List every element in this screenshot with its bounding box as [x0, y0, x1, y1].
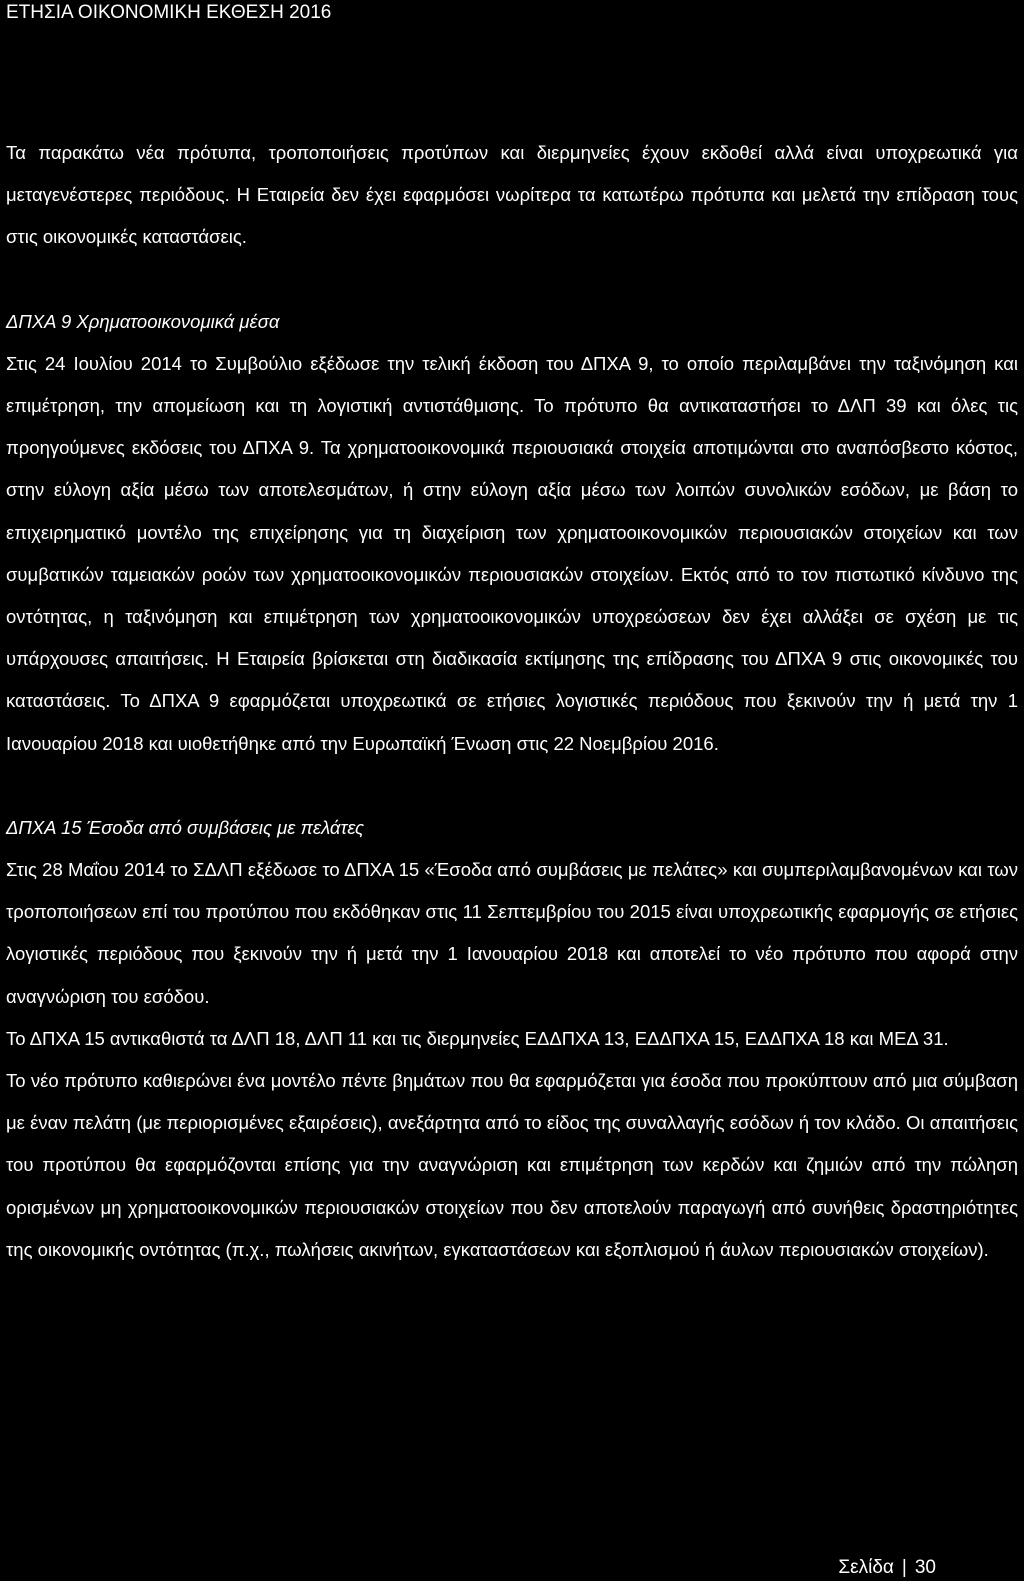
section-paragraph: Το ΔΠΧΑ 15 αντικαθιστά τα ΔΛΠ 18, ΔΛΠ 11 και τις διερμηνείες ΕΔΔΠΧΑ 13, ΕΔΔΠΧΑ 15, ΕΔΔΠΧΑ 18 και ΜΕΔ 31.	[6, 1027, 949, 1049]
section-ifrs15	[6, 807, 1018, 1271]
section-heading: ΔΠΧΑ 9 Χρηματοοικονομικά μέσα	[6, 310, 280, 332]
page-label: Σελίδα	[838, 1557, 894, 1578]
section-ifrs9	[6, 301, 1018, 765]
section-paragraph: Στις 24 Ιουλίου 2014 το Συμβούλιο εξέδωσε την τελική έκδοση του ΔΠΧΑ 9, το οποίο περιλαμβάνει την ταξινόμηση και επιμέτρηση, την απομείωση και τη λογιστική αντιστάθμισης. Το πρότυπο θα αντικαταστήσει το ΔΛΠ 39 και όλες τις προηγούμενες εκδόσεις του ΔΠΧΑ 9. Τα χρηματοοικονομικά περιουσιακά στοιχεία αποτιμώνται στο αναπόσβεστο κόστος, στην εύλογη αξία μέσω των αποτελεσμάτων, ή στην εύλογη αξία μέσω των λοιπών συνολικών εσόδων, με βάση το επιχειρηματικό μοντέλο της επιχείρησης για τη διαχείριση των χρηματοοικονομικών περιουσιακών στοιχείων και των συμβατικών ταμειακών ροών των χρηματοοικονομικών περιουσιακών στοιχείων. Εκτός από το τον πιστωτικό κίνδυνο της οντότητας, η ταξινόμηση και επιμέτρηση των χρηματοοικονομικών υποχρεώσεων δεν έχει αλλάξει σε σχέση με τις υπάρχουσες απαιτήσεις. Η Εταιρεία βρίσκεται στη διαδικασία εκτίμησης της επίδρασης του ΔΠΧΑ 9 στις οικονομικές του καταστάσεις. Το ΔΠΧΑ 9 εφαρμόζεται υποχρεωτικά σε ετήσιες λογιστικές περιόδους που ξεκινούν την ή μετά την 1 Ιανουαρίου 2018 και υιοθετήθηκε από την Ευρωπαϊκή Ένωση στις 22 Νοεμβρίου 2016.	[6, 352, 1018, 754]
running-header	[6, 0, 331, 26]
section-paragraph: Στις 28 Μαΐου 2014 το ΣΔΛΠ εξέδωσε το ΔΠΧΑ 15 «Έσοδα από συμβάσεις με πελάτες» και συμπεριλαμβανομένων και των τροποποιήσεων επί του προτύπου που εκδόθηκαν στις 11 Σεπτεμβρίου του 2015 είναι υποχρεωτικής εφαρμογής σε ετήσιες λογιστικές περιόδους που ξεκινούν την ή μετά την 1 Ιανουαρίου 2018 και αποτελεί το νέο πρότυπο που αφορά στην αναγνώριση του εσόδου.	[6, 859, 1018, 1007]
spacer	[6, 765, 1018, 807]
page-footer	[838, 1555, 936, 1581]
page-separator: |	[901, 1557, 907, 1578]
page-number: 30	[914, 1557, 936, 1578]
document-body	[6, 132, 1018, 1271]
section-heading: ΔΠΧΑ 15 Έσοδα από συμβάσεις με πελάτες	[6, 816, 365, 838]
intro-paragraph: Τα παρακάτω νέα πρότυπα, τροποποιήσεις προτύπων και διερμηνείες έχουν εκδοθεί αλλά είναι υποχρεωτικά για μεταγενέστερες περιόδους. Η Εταιρεία δεν έχει εφαρμόσει νωρίτερα τα κατωτέρω πρότυπα και μελετά την επίδραση τους στις οικονομικές καταστάσεις.	[6, 142, 1018, 248]
report-title: ΕΤΗΣΙΑ ΟΙΚΟΝΟΜΙΚΗ ΕΚΘΕΣΗ 2016	[6, 2, 332, 23]
spacer	[6, 259, 1018, 301]
section-paragraph: Το νέο πρότυπο καθιερώνει ένα μοντέλο πέντε βημάτων που θα εφαρμόζεται για έσοδα που προκύπτουν από μια σύμβαση με έναν πελάτη (με περιορισμένες εξαιρέσεις), ανεξάρτητα από το είδος της συναλλαγής εσόδων ή τον κλάδο. Οι απαιτήσεις του προτύπου θα εφαρμόζονται επίσης για την αναγνώριση και επιμέτρηση των κερδών και ζημιών από την πώληση ορισμένων μη χρηματοοικονομικών περιουσιακών στοιχείων που δεν αποτελούν παραγωγή από συνήθεις δραστηριότητες της οικονομικής οντότητας (π.χ., πωλήσεις ακινήτων, εγκαταστάσεων και εξοπλισμού ή άυλων περιουσιακών στοιχείων).	[6, 1070, 1018, 1260]
